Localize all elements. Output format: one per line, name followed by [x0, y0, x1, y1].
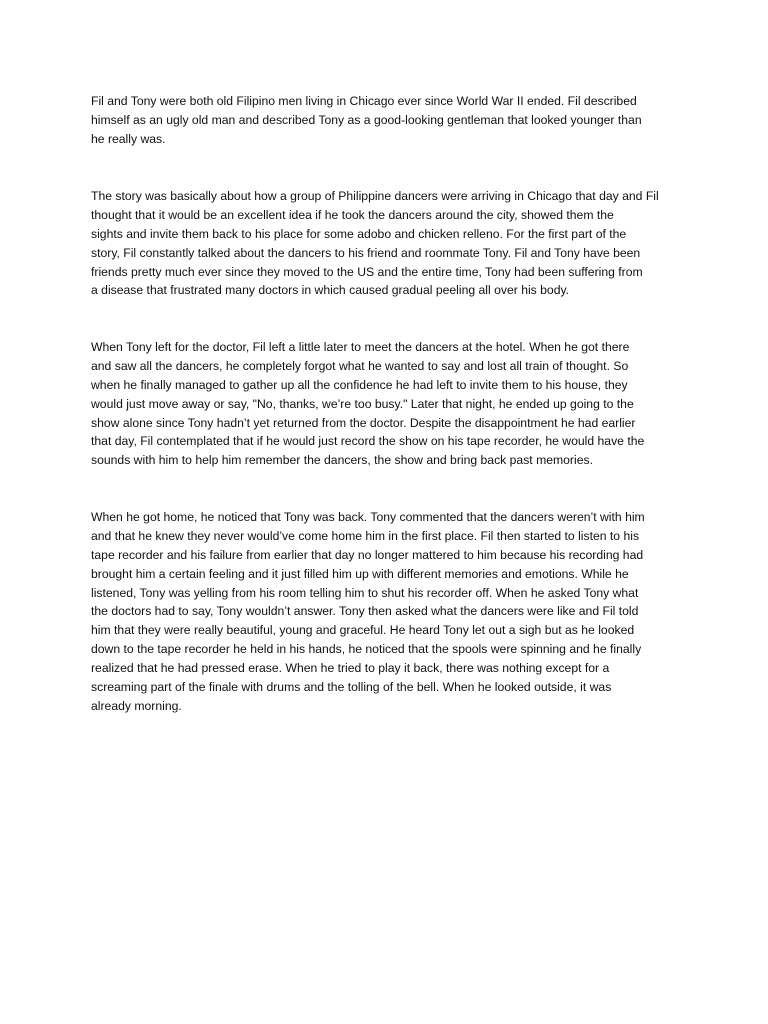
paragraph-line: sounds with him to help him remember the dancers, the show and bring back past memories.	[91, 453, 593, 468]
paragraph-line: and that he knew they never would’ve come home him in the first place. Fil then started to listen to his	[91, 528, 640, 543]
paragraph-line: story, Fil constantly talked about the dancers to his friend and roommate Tony. Fil and Tony have been	[91, 245, 641, 260]
paragraph-line: The story was basically about how a group of Philippine dancers were arriving in Chicago that day and Fil	[91, 189, 659, 203]
paragraph-line: the doctors had to say, Tony wouldn’t answer. Tony then asked what the dancers were like and Fil told	[91, 604, 639, 619]
paragraph-line: When he got home, he noticed that Tony was back. Tony commented that the dancers weren’t with him	[91, 510, 645, 524]
paragraph-line: thought that it would be an excellent idea if he took the dancers around the city, showed them the	[91, 207, 614, 222]
paragraph-line: already morning.	[91, 698, 182, 713]
paragraph-line: screaming part of the finale with drums and the tolling of the bell. When he looked outside, it was	[91, 680, 612, 695]
paragraph-3	[91, 338, 691, 470]
paragraph-line: show alone since Tony hadn’t yet returned from the doctor. Despite the disappointment he had earlier	[91, 415, 636, 430]
paragraph-1	[91, 92, 691, 149]
paragraph-line: tape recorder and his failure from earlier that day no longer mattered to him because his recording had	[91, 547, 644, 562]
paragraph-2	[91, 187, 691, 300]
paragraph-line: Fil and Tony were both old Filipino men living in Chicago ever since World War II ended. Fil described	[91, 94, 637, 108]
paragraph-line: he really was.	[91, 131, 166, 146]
paragraph-line: friends pretty much ever since they moved to the US and the entire time, Tony had been suffering from	[91, 264, 643, 279]
paragraph-line: listened, Tony was yelling from his room telling him to shut his recorder off. When he asked Tony what	[91, 585, 639, 600]
paragraph-line: would just move away or say, "No, thanks, we’re too busy." Later that night, he ended up going to the	[91, 396, 634, 411]
paragraph-line: when he finally managed to gather up all the confidence he had left to invite them to his house, they	[91, 377, 628, 392]
paragraph-line: a disease that frustrated many doctors in which caused gradual peeling all over his body.	[91, 283, 570, 298]
paragraph-line: himself as an ugly old man and described Tony as a good-looking gentleman that looked younger than	[91, 112, 642, 127]
paragraph-line: realized that he had pressed erase. When he tried to play it back, there was nothing except for a	[91, 661, 610, 676]
paragraph-line: sights and invite them back to his place for some adobo and chicken relleno. For the first part of the	[91, 226, 627, 241]
paragraph-line: that day, Fil contemplated that if he would just record the show on his tape recorder, he would have the	[91, 434, 645, 449]
paragraph-4	[91, 508, 691, 716]
paragraph-line: and saw all the dancers, he completely forgot what he wanted to say and lost all train of thought. So	[91, 358, 629, 373]
paragraph-line: brought him a certain feeling and it just filled him up with different memories and emotions. While he	[91, 566, 629, 581]
paragraph-line: down to the tape recorder he held in his hands, he noticed that the spools were spinning and he finally	[91, 642, 642, 657]
paragraph-line: him that they were really beautiful, young and graceful. He heard Tony let out a sigh but as he looked	[91, 623, 635, 638]
paragraph-line: When Tony left for the doctor, Fil left a little later to meet the dancers at the hotel. When he got there	[91, 340, 630, 354]
